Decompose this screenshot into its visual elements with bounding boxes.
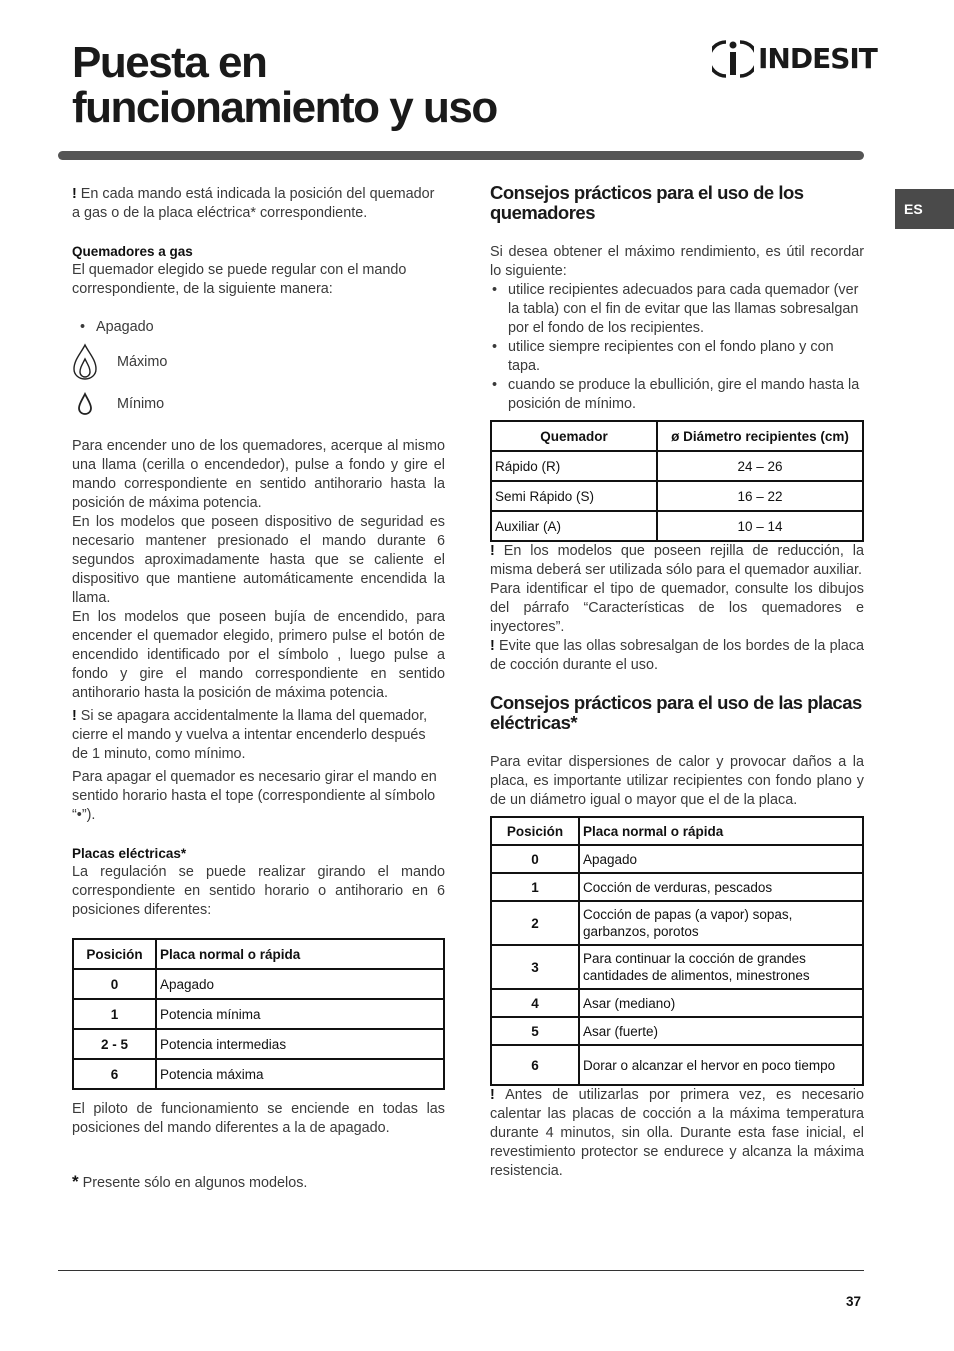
burner-table-header: ø Diámetro recipientes (cm) [657,421,863,451]
list-item: • utilice recipientes adecuados para cada quemador (ver la tabla) con el fin de evitar que las llamas sobresalgan por el fondo de los recipientes. [490,281,864,338]
title-divider [58,151,864,160]
table-cell: Cocción de verduras, pescados [579,873,863,901]
right-warning-1: En los modelos que poseen rejilla de reducción, la misma deberá ser utilizada sólo para el quemador auxiliar. [490,543,864,578]
table-row [491,1045,863,1085]
table-cell: Potencia intermedias [156,1029,444,1059]
burners-tips-heading: Consejos prácticos para el uso de los quemadores [490,182,804,223]
table-cell: 3 [491,945,579,989]
left-warning: Si se apagara accidentalmente la llama del quemador, cierre el mando y vuelva a intentar encenderlo después de 1 minuto, como mínimo. [72,708,428,762]
table-cell: 0 [73,969,156,999]
table-cell: Para continuar la cocción de grandes cantidades de alimentos, minestrones [579,945,863,989]
burner-table-header: Quemador [491,421,657,451]
identify-text: Para identificar el tipo de quemador, consulte los dibujos del párrafo “Características de los quemadores e inyectores”. [490,581,864,635]
page-title-line2: funcionamiento y uso [72,83,497,132]
table-cell: 24 – 26 [657,451,863,481]
footnote-mark: * [72,1172,79,1191]
left-intro: En cada mando está indicada la posición del quemador a gas o de la placa eléctrica* correspondiente. [72,186,435,221]
table-cell: 2 [491,901,579,945]
indesit-logo [712,36,877,82]
table-row [73,1029,444,1059]
plates-table-header: Placa normal o rápida [156,939,444,969]
plates-table [72,938,445,1090]
table-row [491,901,863,945]
min-flame-icon [72,392,98,416]
max-label: Máximo [117,353,168,370]
plate-table-header: Placa normal o rápida [579,817,863,845]
table-cell: Potencia mínima [156,999,444,1029]
table-cell: Semi Rápido (S) [491,481,657,511]
indesit-logo-icon [712,36,754,82]
table-cell: 1 [73,999,156,1029]
plates-heading: Placas eléctricas* [72,846,187,861]
list-item: • cuando se produce la ebullición, gire el mando hasta la posición de mínimo. [490,376,864,414]
pilot-text: El piloto de funcionamiento se enciende en todas las posiciones del mando diferentes a la de apagado. [72,1101,445,1136]
gas-text: El quemador elegido se puede regular con el mando correspondiente, de la siguiente manera: [72,262,407,297]
table-row [491,873,863,901]
burner-table [490,420,864,542]
table-cell: 6 [491,1045,579,1085]
gas-heading: Quemadores a gas [72,244,193,259]
plate-table-header: Posición [491,817,579,845]
table-row [491,451,863,481]
plate-positions-table [490,816,864,1086]
list-item: • utilice siempre recipientes con el fondo plano y con tapa. [490,338,864,376]
table-cell: Asar (fuerte) [579,1017,863,1045]
table-cell: 16 – 22 [657,481,863,511]
page-title-line1: Puesta en [72,38,267,87]
table-row [491,989,863,1017]
left-p3: En los modelos que poseen bujía de encendido, para encender el quemador elegido, primero pulse el botón de encendido identificado por el símbolo , luego pulse a fondo y gire el mando correspondiente en sentido antihorario hasta la posición de máxima potencia. [72,609,445,701]
table-cell: Cocción de papas (a vapor) sopas, garbanzos, porotos [579,901,863,945]
left-column: ! En cada mando está indicada la posición del quemador a gas o de la placa eléctrica* correspondiente. Quemadores a gas El quemador elegido se puede regular con el mando correspondiente, de la siguiente manera: • Apagado Máximo Mínimo Para encender uno de los quemadores, acerque al mismo una llama (cerilla o encendedor), pulse a fondo y gire el mando correspondiente en sentido antihorario hasta la posición de máxima potencia. En los modelos que poseen dispositivo de seguridad es necesario mantener presionado el mando durante 6 segundos aproximadamente hasta que se caliente el dispositivo que mantiene automáticamente encendida la llama. En los modelos que poseen bujía de encendido, para encender el quemador elegido, primero pulse el botón de encendido identificado por el símbolo , luego pulse a fondo y gire el mando correspondiente en sentido antihorario hasta la posición de máxima potencia. ! Si se apagara accidentalmente la llama del quemador, cierre el mando y vuelva a intentar encenderlo después de 1 minuto, como mínimo. Para apagar el quemador es necesario girar el mando en sentido horario hasta el tope (correspondiente al símbolo “•”). Placas eléctricas* La regulación se puede realizar girando el mando correspondiente en sentido horario o antihorario en 6 posiciones diferentes: Posición Placa normal o rápida 0 Apagado 1 Potencia mínima 2 - 5 Potencia intermedias 6 Potencia máxima El piloto de funcionamiento se enciende en todas las posiciones del mando diferentes a la de apagado. * Presente sólo en algunos modelos. [72,185,445,1193]
footnote: Presente sólo en algunos modelos. [82,1175,308,1191]
table-cell: 5 [491,1017,579,1045]
footer-divider [58,1270,864,1271]
table-row [491,511,863,541]
table-row [491,845,863,873]
page-number: 37 [846,1294,862,1309]
max-flame-icon [72,343,98,381]
left-p1: Para encender uno de los quemadores, acerque al mismo una llama (cerilla o encendedor), pulse a fondo y gire el mando correspondiente en sentido antihorario hasta la posición de máxima potencia. [72,438,445,511]
table-cell: Potencia máxima [156,1059,444,1089]
min-label: Mínimo [117,395,165,412]
min-row [72,383,445,425]
left-p4: Para apagar el quemador es necesario girar el mando en sentido horario hasta el tope (correspondiente al símbolo “•”). [72,769,437,823]
plates-intro: Para evitar dispersiones de calor y provocar daños a la placa, es importante utilizar recipientes con fondo plano y de un diámetro igual o mayor que el de la placa. [490,754,864,808]
table-row [73,969,444,999]
plates-table-header: Posición [73,939,156,969]
right-warning-2: Evite que las ollas sobresalgan de los bordes de la placa de cocción durante el uso. [490,638,864,673]
table-cell: 6 [73,1059,156,1089]
table-cell: 4 [491,989,579,1017]
table-cell: Rápido (R) [491,451,657,481]
table-cell: Asar (mediano) [579,989,863,1017]
page-title [72,40,497,130]
burners-intro: Si desea obtener el máximo rendimiento, es útil recordar lo siguiente: [490,244,864,279]
table-row [73,1059,444,1089]
table-row [491,1017,863,1045]
language-tab: ES [895,189,954,229]
right-warning-3: Antes de utilizarlas por primera vez, es necesario calentar las placas de cocción a la máxima temperatura durante 4 minutos, sin olla. Durante esta fase inicial, el revestimiento protector se endurece y alcanza la máxima resistencia. [490,1087,864,1179]
table-cell: 0 [491,845,579,873]
plates-tips-heading: Consejos prácticos para el uso de las placas eléctricas* [490,692,862,733]
off-label: • Apagado [78,318,445,337]
plates-text: La regulación se puede realizar girando el mando correspondiente en sentido horario o antihorario en 6 posiciones diferentes: [72,864,445,918]
table-cell: Dorar o alcanzar el hervor en poco tiempo [579,1045,863,1085]
table-cell: 1 [491,873,579,901]
brand-name: INDESIT [758,42,877,75]
table-cell: 10 – 14 [657,511,863,541]
table-row [491,945,863,989]
table-cell: Auxiliar (A) [491,511,657,541]
table-row [491,481,863,511]
max-row [72,341,445,383]
table-cell: Apagado [579,845,863,873]
left-p2: En los modelos que poseen dispositivo de seguridad es necesario mantener presionado el mando durante 6 segundos aproximadamente hasta que se caliente el dispositivo que mantiene automáticamente encendida la llama. [72,514,445,606]
right-column: Consejos prácticos para el uso de los quemadores Si desea obtener el máximo rendimiento, es útil recordar lo siguiente: • utilice recipientes adecuados para cada quemador (ver la tabla) con el fin de evitar que las llamas sobresalgan por el fondo de los recipientes. • utilice siempre recipientes con el fondo plano y con tapa. • cuando se produce la ebullición, gire el mando hasta la posición de mínimo. Quemador ø Diámetro recipientes (cm) Rápido (R) 24 – 26 Semi Rápido (S) 16 – 22 Auxiliar (A) 10 – 14 ! En los modelos que poseen rejilla de reducción, la misma deberá ser utilizada sólo para el quemador auxiliar. Para identificar el tipo de quemador, consulte los dibujos del párrafo “Características de los quemadores e inyectores”. ! Evite que las ollas sobresalgan de los bordes de la placa de cocción durante el uso. Consejos prácticos para el uso de las placas eléctricas* Para evitar dispersiones de calor y provocar daños a la placa, es importante utilizar recipientes con fondo plano y de un diámetro igual o mayor que el de la placa. Posición Placa normal o rápida 0 Apagado 1 Cocción de verduras, pescados 2 Cocción de papas (a vapor) sopas, garbanzos, porotos 3 Para continuar la cocción de grandes cantidades de alimentos, minestrones 4 Asar (mediano) 5 Asar (fuerte) 6 Dorar o alcanzar el hervor en poco tiempo ! Antes de utilizarlas por primera vez, es necesario calentar las placas de cocción a la máxima temperatura durante 4 minutos, sin olla. Durante esta fase inicial, el revestimiento protector se endurece y alcanza la máxima resistencia. [490,183,864,1181]
table-cell: Apagado [156,969,444,999]
table-cell: 2 - 5 [73,1029,156,1059]
table-row [73,999,444,1029]
